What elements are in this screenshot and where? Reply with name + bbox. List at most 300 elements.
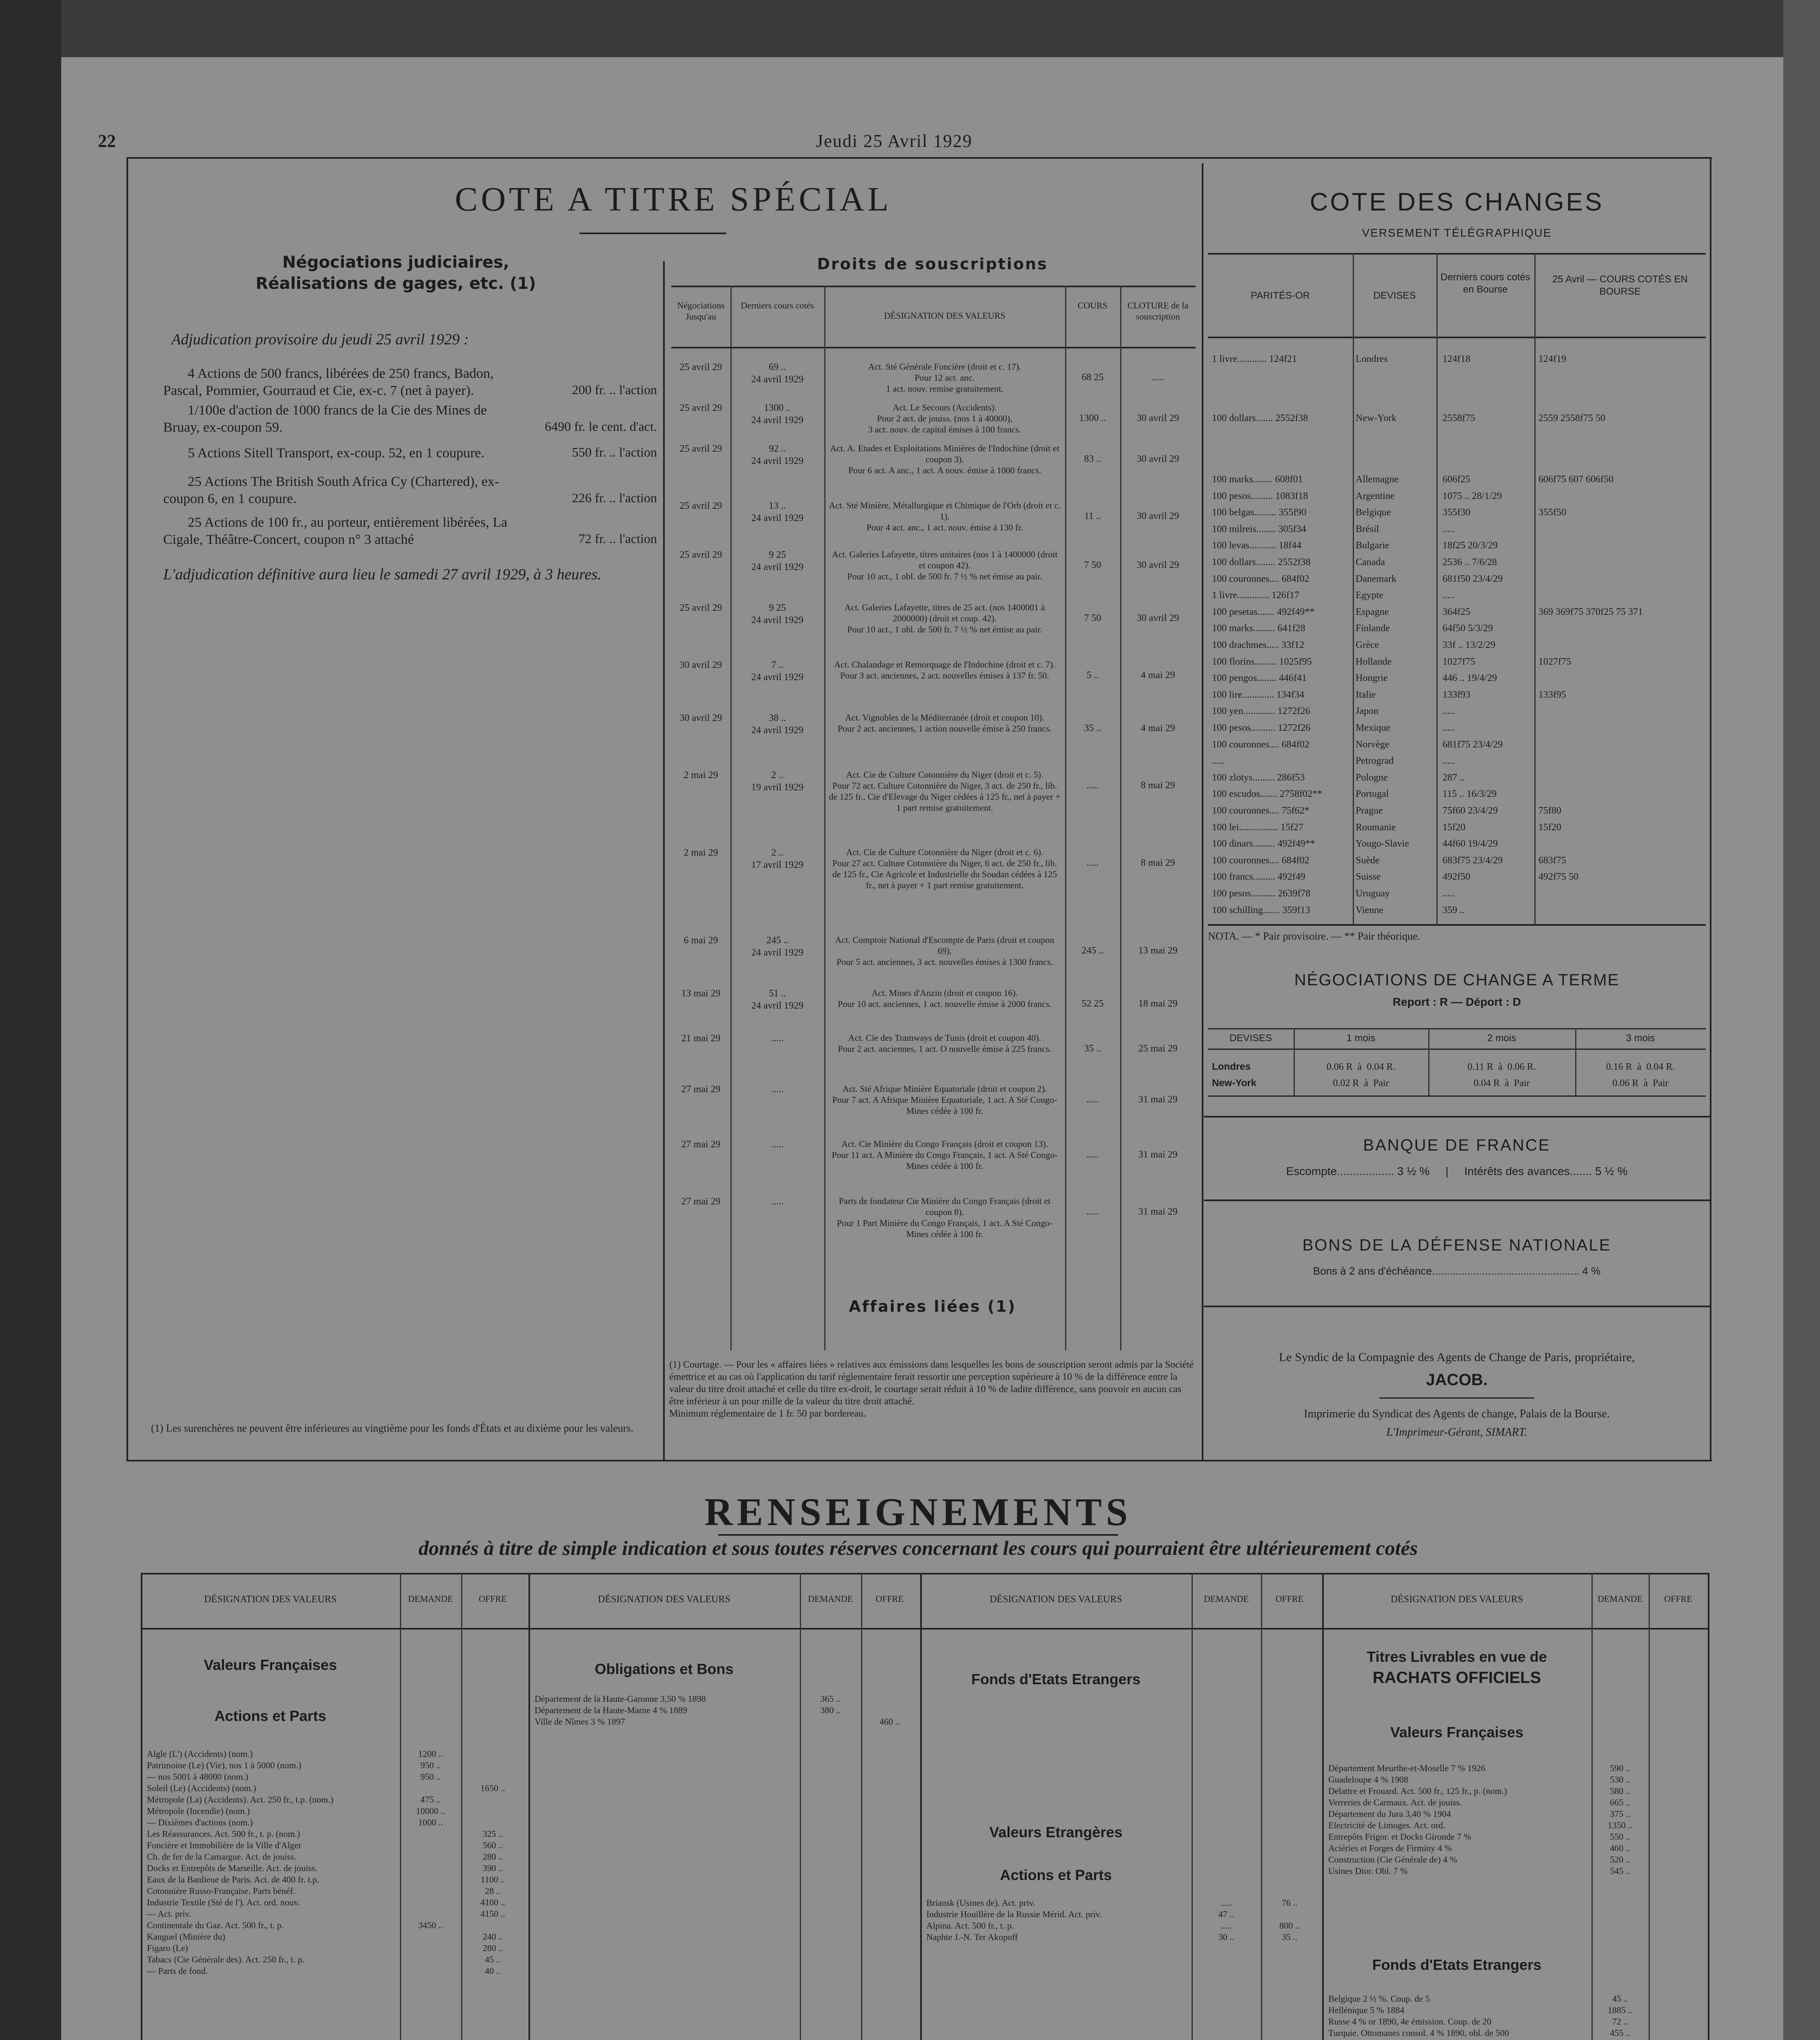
ren-row-name: Industrie Houillère de la Russie Mérid. Act. priv. xyxy=(926,1909,1102,1919)
ren-row-offre: 280 .. xyxy=(482,1852,503,1862)
changes-dernier: ..... xyxy=(1443,706,1455,717)
ren-row-name: Entrepôts Frigor. et Docks Gironde 7 % xyxy=(1328,1832,1472,1842)
changes-dernier: 64f50 5/3/29 xyxy=(1443,623,1493,634)
changes-parite: 100 marks........ 608f01 xyxy=(1212,474,1303,485)
scan-edge-left xyxy=(0,0,61,2040)
divider-col1 xyxy=(663,261,665,1461)
droits-cloture: 8 mai 29 xyxy=(1141,858,1175,868)
changes-parite: 100 yen............. 1272f26 xyxy=(1212,706,1310,717)
changes-dernier: 1075 .. 28/1/29 xyxy=(1443,490,1502,501)
droits-header-cell: Derniers cours cotés xyxy=(741,300,814,310)
droits-title: Droits de souscriptions xyxy=(817,255,1048,273)
changes-dernier: 1027f75 xyxy=(1443,656,1475,667)
changes-parite: 100 pesos.......... 1272f26 xyxy=(1212,723,1311,733)
terme-1mois: 0.06 R à 0.04 R. xyxy=(1326,1062,1396,1072)
ren-row-name: Verreries de Carmaux. Act. de jouiss. xyxy=(1328,1797,1462,1807)
changes-dernier: 124f18 xyxy=(1443,354,1470,364)
droits-date: 30 avril 29 xyxy=(679,713,722,723)
ren-row-name: Les Réassurances. Act. 500 fr., t. p. (nom.) xyxy=(147,1829,300,1839)
cote-entry-price: 6490 fr. le cent. d'act. xyxy=(545,419,657,434)
changes-parite: 100 belgas......... 355f90 xyxy=(1212,507,1307,518)
changes-devise: New-York xyxy=(1356,413,1397,424)
droits-derniers: 1300 .. 24 avril 1929 xyxy=(751,403,803,426)
changes-devise: Norvège xyxy=(1356,739,1389,750)
ren-demande-divider xyxy=(1192,1573,1193,2040)
ren-row-name: — Dixièmes d'actions (nom.) xyxy=(147,1817,253,1827)
droits-designation: Act. Sté Générale Foncière (droit et c. 17). Pour 12 act. anc. 1 act. nouv. remise gratuitement. xyxy=(868,361,1021,394)
droits-designation: Act. A. Etudes et Exploitations Minières de l'Indochine (droit et coupon 3). Pour 6 act. A anc., 1 act. A nouv. émise à 1000 francs. xyxy=(830,443,1059,475)
terme-3mois: 0.06 R à Pair xyxy=(1612,1078,1669,1089)
droits-designation: Act. Comptoir National d'Escompte de Paris (droit et coupon 69). Pour 5 act. anciennes, 3 act. nouvelles émises à 1300 francs. xyxy=(835,935,1054,967)
ren-header-offre: OFFRE xyxy=(479,1594,507,1604)
droits-cloture: 4 mai 29 xyxy=(1141,670,1175,681)
changes-parite: 100 pesetas....... 492f49** xyxy=(1212,606,1315,617)
changes-parite: 100 pengos........ 446f41 xyxy=(1212,673,1307,684)
ren-header-demande: DEMANDE xyxy=(408,1594,453,1604)
ren-row-offre: 800 .. xyxy=(1279,1920,1300,1931)
changes-cours: 124f19 xyxy=(1538,354,1566,364)
ren-row-name: Docks et Entrepôts de Marseille. Act. de jouiss. xyxy=(147,1863,317,1873)
droits-date: 2 mai 29 xyxy=(684,770,718,781)
droits-derniers: 13 .. 24 avril 1929 xyxy=(751,501,803,523)
ren-row-name: — Act. priv. xyxy=(147,1909,191,1919)
droits-date: 25 avril 29 xyxy=(679,603,722,613)
cote-entry-price: 550 fr. .. l'action xyxy=(572,445,657,459)
changes-nota: NOTA. — * Pair provisoire. — ** Pair théorique. xyxy=(1208,930,1420,942)
changes-parite: 100 lire............. 134f34 xyxy=(1212,689,1304,700)
ren-row-demande: 375 .. xyxy=(1610,1809,1630,1819)
cote-titre-title: COTE A TITRE SPÉCIAL xyxy=(455,180,892,218)
cote-entry-price: 72 fr. .. l'action xyxy=(578,531,657,546)
terme-devise: Londres xyxy=(1212,1061,1251,1072)
droits-date: 25 avril 29 xyxy=(679,501,722,511)
changes-devise: Hollande xyxy=(1356,656,1392,667)
ren-left xyxy=(141,1573,142,2040)
changes-cours: 15f20 xyxy=(1538,822,1561,833)
droits-date: 6 mai 29 xyxy=(684,935,718,946)
ren-row-demande: 580 .. xyxy=(1610,1786,1630,1796)
changes-cours: 133f95 xyxy=(1538,689,1566,700)
ren-col-divider xyxy=(920,1573,922,2040)
droits-designation: Act. Cie des Tramways de Tunis (droit et coupon 40). Pour 2 act. anciennes, 1 act. O nouvelle émise à 225 francs. xyxy=(838,1033,1052,1054)
droits-date: 25 avril 29 xyxy=(679,550,722,560)
frame-left xyxy=(127,157,128,1461)
banque-line: Escompte.................. 3 ½ % | Intérêts des avances....... 5 ½ % xyxy=(1286,1165,1628,1177)
changes-parite: 100 couronnes.... 684f02 xyxy=(1212,573,1310,584)
changes-header-top xyxy=(1208,253,1706,255)
syndic-line3: L'Imprimeur-Gérant, SIMART. xyxy=(1386,1426,1527,1439)
bons-line: Bons à 2 ans d'échéance.................................................. 4 % xyxy=(1313,1265,1601,1277)
changes-dernier: 2558f75 xyxy=(1443,413,1475,424)
droits-cloture: 30 avril 29 xyxy=(1136,413,1179,424)
ren-row-offre: 460 .. xyxy=(879,1716,900,1727)
changes-cours: 369 369f75 370f25 75 371 xyxy=(1538,606,1643,617)
changes-parite: 100 zlotys......... 286f53 xyxy=(1212,772,1305,783)
ren-row-name: Eaux de la Banlieue de Paris. Act. de 400 fr. t.p. xyxy=(147,1874,320,1885)
ren-row-name: Guadeloupe 4 % 1908 xyxy=(1328,1774,1409,1785)
ren-header-designation: DÉSIGNATION DES VALEURS xyxy=(1390,1594,1523,1605)
ren-row-demande: 455 .. xyxy=(1610,2028,1630,2038)
ren-header-demande: DEMANDE xyxy=(1598,1594,1642,1604)
ren-row-demande: 665 .. xyxy=(1610,1797,1630,1807)
renseignements-subtitle: donnés à titre de simple indication et sous toutes réserves concernant les cours qui pourraient être ultérieurement cotés xyxy=(418,1537,1418,1559)
droits-cours: ..... xyxy=(1086,1094,1099,1105)
terme-subtitle: Report : R — Déport : D xyxy=(1392,996,1521,1008)
changes-dernier: 606f25 xyxy=(1443,474,1470,485)
ren-row-name: Continentale du Gaz. Act. 500 fr., t. p. xyxy=(147,1920,284,1930)
changes-parite: 100 escudos....... 2758f02** xyxy=(1212,789,1322,800)
changes-parite: ..... xyxy=(1212,756,1224,767)
changes-parite: 100 francs......... 492f49 xyxy=(1212,871,1305,883)
terme-top xyxy=(1208,1028,1706,1029)
cote-titre-subtitle-1: Négociations judiciaires, xyxy=(282,253,510,272)
ren-row-name: Foncière et Immobilière de la Ville d'Alger xyxy=(147,1840,302,1850)
droits-designation: Act. Galeries Lafayette, titres de 25 act. (nos 1400001 à 2000000) (droit et coup. 42). Pour 10 act., 1 obl. de 500 fr. 7 ½ % net émise au pair. xyxy=(844,602,1045,634)
banque-title: BANQUE DE FRANCE xyxy=(1363,1136,1551,1154)
ren-row-name: Département du Jura 3,40 % 1904 xyxy=(1328,1809,1451,1819)
changes-devise: Yougo-Slavie xyxy=(1356,838,1409,849)
syndic-line1: Le Syndic de la Compagnie des Agents de Change de Paris, propriétaire, xyxy=(1278,1350,1635,1364)
ren-row-name: Aciéries et Forges de Firminy 4 % xyxy=(1328,1843,1452,1853)
droits-cours: 7 50 xyxy=(1084,613,1101,623)
droits-cours: 1300 .. xyxy=(1079,413,1106,424)
droits-designation: Act. Sté Minière, Métallurgique et Chimique de l'Orb (droit et c. 1). Pour 4 act. anc., 1 act. nouv. émise à 130 fr. xyxy=(829,500,1061,532)
ren-row-name: — nos 5001 à 48000 (nom.) xyxy=(147,1772,249,1782)
changes-dernier: 75f60 23/4/29 xyxy=(1443,805,1498,816)
droits-cloture: 13 mai 29 xyxy=(1138,945,1178,956)
ren-section-title: Fonds d'Etats Etrangers xyxy=(971,1671,1141,1687)
droits-cours: ..... xyxy=(1086,780,1099,791)
terme-header-cell: DEVISES xyxy=(1229,1033,1272,1044)
changes-devise: Espagne xyxy=(1356,606,1389,617)
changes-cours: 75f80 xyxy=(1538,805,1561,816)
droits-date: 30 avril 29 xyxy=(679,660,722,670)
droits-cloture: 30 avril 29 xyxy=(1136,560,1179,570)
ren-row-name: Tabacs (Cie Générale des). Act. 250 fr., t. p. xyxy=(147,1954,304,1965)
ren-header-designation: DÉSIGNATION DES VALEURS xyxy=(204,1594,337,1605)
droits-cloture: 18 mai 29 xyxy=(1138,998,1178,1009)
droits-designation: Act. Galeries Lafayette, titres unitaires (nos 1 à 1400000 (droit et coupon 42). Pour 10 act., 1 obl. de 500 fr. 7 ½ % net émise au pair. xyxy=(832,549,1058,581)
ren-header-offre: OFFRE xyxy=(1275,1594,1304,1604)
ren-row-name: Soleil (Le) (Accidents) (nom.) xyxy=(147,1783,256,1793)
terme-2mois: 0.04 R à Pair xyxy=(1474,1078,1530,1089)
renseignements-underline xyxy=(718,1534,1118,1536)
ren-section-title: Fonds d'Etats Etrangers xyxy=(1372,1956,1542,1973)
terme-header-cell: 1 mois xyxy=(1346,1033,1376,1044)
ren-row-demande: 365 .. xyxy=(820,1694,841,1704)
droits-derniers: ..... xyxy=(771,1196,783,1207)
droits-derniers: ..... xyxy=(771,1084,783,1095)
changes-cours: 355f50 xyxy=(1538,507,1566,518)
changes-dernier: 115 .. 16/3/29 xyxy=(1443,789,1497,800)
ren-offre-divider xyxy=(861,1573,862,2040)
title-underline xyxy=(579,233,726,234)
droits-cours: 35 .. xyxy=(1084,1043,1101,1054)
changes-devise: Allemagne xyxy=(1356,474,1399,485)
droits-date: 13 mai 29 xyxy=(681,988,721,999)
page-number: 22 xyxy=(98,131,116,151)
ren-offre-divider xyxy=(1261,1573,1262,2040)
ren-row-demande: 545 .. xyxy=(1610,1866,1630,1876)
droits-cours: ..... xyxy=(1086,1149,1099,1160)
changes-parite: 100 couronnes.... 684f02 xyxy=(1212,855,1310,866)
changes-parite: 100 couronnes.... 684f02 xyxy=(1212,739,1310,750)
divider-col2 xyxy=(1202,163,1203,1461)
ren-section-title: Valeurs Etrangères xyxy=(989,1824,1123,1840)
droits-designation: Act. Chalandage et Remorquage de l'Indochine (droit et c. 7). Pour 3 act. anciennes, 2 act. nouvelles émises à 137 fr. 50. xyxy=(834,659,1055,681)
changes-cours: 2559 2558f75 50 xyxy=(1538,413,1605,424)
changes-dernier: 18f25 20/3/29 xyxy=(1443,540,1498,551)
changes-header-cell: DEVISES xyxy=(1373,290,1416,301)
ren-row-demande: 1350 .. xyxy=(1607,1820,1633,1830)
changes-dernier: ..... xyxy=(1443,888,1455,899)
droits-derniers: 51 .. 24 avril 1929 xyxy=(751,988,803,1011)
changes-dernier: 287 .. xyxy=(1443,772,1465,783)
ren-row-offre: 35 .. xyxy=(1281,1932,1298,1942)
droits-designation: Act. Mines d'Anzin (droit et coupon 16). Pour 10 act. anciennes, 1 act. nouvelle émise à 2000 francs. xyxy=(837,988,1052,1009)
droits-cours: 35 .. xyxy=(1084,723,1101,734)
ren-row-name: Ch. de fer de la Camargue. Act. de jouiss. xyxy=(147,1852,297,1862)
changes-devise: Grèce xyxy=(1356,640,1379,650)
ren-row-demande: 1000 .. xyxy=(418,1817,443,1827)
changes-devise: Italie xyxy=(1356,689,1376,700)
syndic-line2: Imprimerie du Syndicat des Agents de change, Palais de la Bourse. xyxy=(1304,1408,1610,1420)
droits-designation: Parts de fondateur Cie Minière du Congo Français (droit et coupon 8). Pour 1 Part Minière du Congo Français, 1 act. A Sté Congo-Mines cédée à 100 fr. xyxy=(837,1196,1053,1239)
droits-cours: 245 .. xyxy=(1081,945,1104,956)
droits-derniers: 9 25 24 avril 1929 xyxy=(751,603,803,625)
ren-header-demande: DEMANDE xyxy=(1204,1594,1249,1604)
ren-row-name: — Parts de fond. xyxy=(147,1966,208,1976)
ren-demande-divider xyxy=(800,1573,801,2040)
section-rule xyxy=(127,1460,1712,1461)
droits-cours: 68 25 xyxy=(1081,372,1104,383)
ren-row-name: Département Meurthe-et-Moselle 7 % 1926 xyxy=(1328,1763,1485,1773)
changes-dernier: 681f75 23/4/29 xyxy=(1443,739,1503,750)
ren-row-offre: 1100 .. xyxy=(480,1874,505,1885)
droits-date: 27 mai 29 xyxy=(681,1139,721,1150)
changes-dernier: 44f60 19/4/29 xyxy=(1443,838,1498,849)
terme-3mois: 0.16 R à 0.04 R. xyxy=(1606,1062,1675,1072)
changes-parite: 100 couronnes.... 75f62* xyxy=(1212,805,1310,816)
ren-row-demande: 520 .. xyxy=(1610,1854,1630,1865)
changes-devise: Prague xyxy=(1356,805,1383,816)
droits-date: 25 avril 29 xyxy=(679,443,722,454)
ren-header-designation: DÉSIGNATION DES VALEURS xyxy=(598,1594,730,1605)
changes-devise: Hongrie xyxy=(1356,673,1388,684)
ren-row-demande: 1200 .. xyxy=(418,1749,443,1759)
droits-cloture: 30 avril 29 xyxy=(1136,511,1179,521)
affaires-liees: Affaires liées (1) xyxy=(848,1297,1017,1315)
ren-section-title: Valeurs Françaises xyxy=(1390,1724,1524,1741)
droits-header-cell: DÉSIGNATION DES VALEURS xyxy=(884,310,1005,321)
changes-devise: Uruguay xyxy=(1356,888,1390,899)
droits-date: 25 avril 29 xyxy=(679,403,722,413)
terme-title: NÉGOCIATIONS DE CHANGE A TERME xyxy=(1294,971,1620,989)
droits-derniers: 38 .. 24 avril 1929 xyxy=(751,713,803,736)
droits-footnote: (1) Courtage. — Pour les « affaires liées » relatives aux émissions dans lesquelles les bons de souscription seront admis par la Société émettrice et au cas où l'application du tarif réglementaire ferait ressortir une perception supérieure à 10 % de la différence entre la valeur du titre droit attaché et celle du titre ex-droit, le courtage serait réduit à 10 % de ladite différence, sans pouvoir en aucun cas être inférieur à un pour mille de la valeur du titre droit attaché. Minimum réglementaire de 1 fr. 50 par bordereau. xyxy=(669,1359,1194,1419)
changes-dernier: 364f25 xyxy=(1443,606,1470,617)
changes-dernier: 33f .. 13/2/29 xyxy=(1443,640,1496,650)
changes-parite: 100 pesos.......... 2639f78 xyxy=(1212,888,1311,899)
changes-parite: 100 lei................ 15f27 xyxy=(1212,822,1303,833)
ren-row-demande: 380 .. xyxy=(820,1705,841,1715)
droits-date: 27 mai 29 xyxy=(681,1196,721,1207)
changes-devise: Bulgarie xyxy=(1356,540,1389,551)
ren-row-name: Département de la Haute-Garonne 3,50 % 1898 xyxy=(535,1694,706,1704)
changes-devise: Portugal xyxy=(1356,789,1389,800)
changes-devise: Egypte xyxy=(1356,590,1383,601)
changes-parite: 100 dollars....... 2552f38 xyxy=(1212,413,1308,424)
ren-row-name: Industrie Textile (Sté de l'). Act. ord. nouv. xyxy=(147,1897,300,1907)
droits-date: 2 mai 29 xyxy=(684,847,718,858)
droits-designation: Act. Cie de Culture Cotonnière du Niger (droit et c. 6). Pour 27 act. Culture Cotonnière du Niger, 6 act. de 250 fr., lib. de 125 fr., Cie Agricole et Industrielle du Soudan cédées à 125 fr., net à payer + 1 part remise gratuitement. xyxy=(832,847,1057,890)
ren-row-demande: 460 .. xyxy=(1610,1843,1630,1853)
changes-devise: Argentine xyxy=(1356,490,1395,501)
syndic-rule xyxy=(1204,1306,1710,1307)
ren-row-offre: 4150 .. xyxy=(480,1909,505,1919)
ren-row-name: Métropole (La) (Accidents). Act. 250 fr., t.p. (nom.) xyxy=(147,1794,333,1805)
droits-designation: Act. Sté Afrique Minière Equatoriale (droit et coupon 2). Pour 7 act. A Afrique Minière Equatoriale, 1 act. A Sté Congo-Mines cédée à 100 fr. xyxy=(832,1084,1057,1116)
droits-header-cell: COURS xyxy=(1077,300,1108,310)
changes-devise: Japon xyxy=(1356,706,1378,717)
droits-date: 27 mai 29 xyxy=(681,1084,721,1095)
ren-row-name: Belgique 2 ½ %. Coup. de 5 xyxy=(1328,1993,1430,2004)
scan-edge-right xyxy=(1783,0,1820,2040)
changes-dernier: 683f75 23/4/29 xyxy=(1443,855,1503,866)
ren-row-name: Patrimoine (Le) (Vie), nos 1 à 5000 (nom.) xyxy=(147,1760,302,1770)
cote-entry-text: 4 Actions de 500 francs, libérées de 250 francs, Badon, Pascal, Pommier, Gourraud et Cie, ex-c. 7 (net à payer). xyxy=(163,366,494,398)
ren-row-name: Ville de Nîmes 3 % 1897 xyxy=(535,1716,625,1727)
droits-derniers: 2 .. 19 avril 1929 xyxy=(751,770,803,793)
adjudication-definitive: L'adjudication définitive aura lieu le samedi 27 avril 1929, à 3 heures. xyxy=(163,566,601,583)
ren-row-name: Delattre et Frouard. Act. 500 fr., 125 fr., p. (nom.) xyxy=(1328,1786,1507,1796)
changes-col-divider xyxy=(1436,253,1438,924)
changes-devise: Danemark xyxy=(1356,573,1396,584)
ren-row-offre: 40 .. xyxy=(485,1966,501,1976)
changes-devise: Petrograd xyxy=(1356,756,1394,767)
ren-row-name: Département de la Haute-Marne 4 % 1889 xyxy=(535,1705,687,1715)
terme-mid xyxy=(1208,1049,1706,1050)
changes-parite: 100 levas........... 18f44 xyxy=(1212,540,1302,551)
droits-cloture: 30 avril 29 xyxy=(1136,454,1179,464)
changes-dernier: ..... xyxy=(1443,756,1455,767)
ren-header-offre: OFFRE xyxy=(875,1594,904,1604)
ren-row-name: Cotonnière Russo-Française. Parts bénéf. xyxy=(147,1886,295,1896)
changes-header-cell: PARITÉS-OR xyxy=(1251,290,1310,301)
ren-row-offre: 560 .. xyxy=(482,1840,503,1850)
changes-devise: Londres xyxy=(1356,354,1388,364)
droits-cloture: 31 mai 29 xyxy=(1138,1094,1178,1105)
page-date: Jeudi 25 Avril 1929 xyxy=(816,131,973,151)
ren-col-divider xyxy=(528,1573,530,2040)
droits-cloture: 31 mai 29 xyxy=(1138,1149,1178,1160)
changes-parite: 100 schilling....... 359f13 xyxy=(1212,905,1310,916)
droits-cours: 83 .. xyxy=(1084,454,1101,464)
ren-row-name: Electricité de Limoges. Act. ord. xyxy=(1328,1820,1445,1830)
droits-col-divider xyxy=(1120,286,1121,1350)
ren-row-name: Figaro (Le) xyxy=(147,1943,188,1953)
changes-cours: 492f75 50 xyxy=(1538,871,1578,883)
droits-col-divider xyxy=(824,286,826,1350)
changes-col-divider xyxy=(1353,253,1354,924)
changes-cours: 606f75 607 606f50 xyxy=(1538,474,1614,485)
droits-derniers: ..... xyxy=(771,1033,783,1044)
ren-row-demande: 475 .. xyxy=(420,1794,441,1805)
ren-header-demande: DEMANDE xyxy=(808,1594,853,1604)
droits-derniers: 245 .. 24 avril 1929 xyxy=(751,935,803,958)
cote-entry-price: 200 fr. .. l'action xyxy=(572,382,657,397)
ren-row-demande: ..... xyxy=(1221,1920,1232,1931)
droits-designation: Act. Cie Minière du Congo Français (droit et coupon 13). Pour 11 act. A Minière du Congo Français, 1 act. A Sté Congo-Mines cédée à 100 fr. xyxy=(832,1139,1058,1171)
ren-row-demande: 10000 .. xyxy=(416,1806,445,1816)
terme-devise: New-York xyxy=(1212,1078,1256,1089)
ren-header-rule xyxy=(141,1628,1708,1630)
droits-derniers: 7 .. 24 avril 1929 xyxy=(751,660,803,683)
ren-row-name: Turquie. Ottomanes consol. 4 % 1890, obl. de 500 xyxy=(1328,2028,1509,2038)
changes-dernier: 355f30 xyxy=(1443,507,1470,518)
changes-dernier: 133f93 xyxy=(1443,689,1470,700)
changes-cours: 683f75 xyxy=(1538,855,1566,866)
ren-col4-title-2: RACHATS OFFICIELS xyxy=(1372,1669,1541,1687)
changes-dernier: 15f20 xyxy=(1443,822,1465,833)
ren-row-name: Algle (L') (Accidents) (nom.) xyxy=(147,1749,253,1759)
ren-row-demande: ..... xyxy=(1221,1898,1232,1908)
changes-devise: Finlande xyxy=(1356,623,1390,634)
ren-row-demande: 550 .. xyxy=(1610,1832,1630,1842)
ren-row-demande: 30 .. xyxy=(1218,1932,1234,1942)
changes-dernier: 446 .. 19/4/29 xyxy=(1443,673,1497,684)
changes-dernier: 492f50 xyxy=(1443,871,1470,883)
changes-devise: Roumanie xyxy=(1356,822,1396,833)
syndic-name: JACOB. xyxy=(1426,1371,1488,1389)
ren-row-name: Briansk (Usines de). Act. priv. xyxy=(926,1898,1035,1908)
changes-devise: Suisse xyxy=(1356,871,1381,883)
changes-devise: Suède xyxy=(1356,855,1380,866)
cote-entry-price: 226 fr. .. l'action xyxy=(572,490,657,505)
ren-row-offre: 76 .. xyxy=(1281,1898,1298,1908)
ren-row-name: Russe 4 % or 1890, 4e émission. Coup. de 20 xyxy=(1328,2016,1492,2027)
changes-header-cell: Derniers cours cotés en Bourse xyxy=(1440,272,1531,295)
changes-parite: 100 dollars........ 2552f38 xyxy=(1212,557,1311,568)
ren-row-offre: 390 .. xyxy=(482,1863,503,1873)
changes-devise: Belgique xyxy=(1356,507,1391,518)
droits-derniers: ..... xyxy=(771,1139,783,1150)
ren-row-offre: 1650 .. xyxy=(480,1783,505,1793)
droits-cours: 5 .. xyxy=(1086,670,1099,681)
ren-row-demande: 1885 .. xyxy=(1607,2005,1633,2015)
changes-devise: Mexique xyxy=(1356,723,1391,733)
changes-devise: Canada xyxy=(1356,557,1385,568)
droits-cours: 11 .. xyxy=(1084,511,1101,521)
droits-cloture: 30 avril 29 xyxy=(1136,613,1179,623)
droits-header-cell: Négociations Jusqu'au xyxy=(677,300,725,322)
ren-row-demande: 950 .. xyxy=(420,1760,441,1770)
terme-header-cell: 2 mois xyxy=(1487,1033,1516,1044)
ren-row-demande: 47 .. xyxy=(1218,1909,1234,1919)
bons-title: BONS DE LA DÉFENSE NATIONALE xyxy=(1302,1236,1611,1254)
changes-parite: 1 livre............ 124f21 xyxy=(1212,354,1297,364)
cote-entry-text: 1/100e d'action de 1000 francs de la Cie des Mines de Bruay, ex-coupon 59. xyxy=(163,403,487,435)
droits-cours: 52 25 xyxy=(1081,998,1104,1009)
adjudication-intro: Adjudication provisoire du jeudi 25 avril 1929 : xyxy=(171,331,469,348)
cote-entry-text: 5 Actions Sitell Transport, ex-coup. 52, en 1 coupure. xyxy=(188,446,485,461)
ren-row-demande: 45 .. xyxy=(1612,1993,1628,2004)
changes-parite: 100 florins......... 1025f95 xyxy=(1212,656,1312,667)
changes-title: COTE DES CHANGES xyxy=(1310,188,1604,216)
ren-row-demande: 72 .. xyxy=(1612,2016,1628,2027)
cote-titre-subtitle-2: Réalisations de gages, etc. (1) xyxy=(255,274,536,293)
droits-header-top xyxy=(671,286,1196,287)
